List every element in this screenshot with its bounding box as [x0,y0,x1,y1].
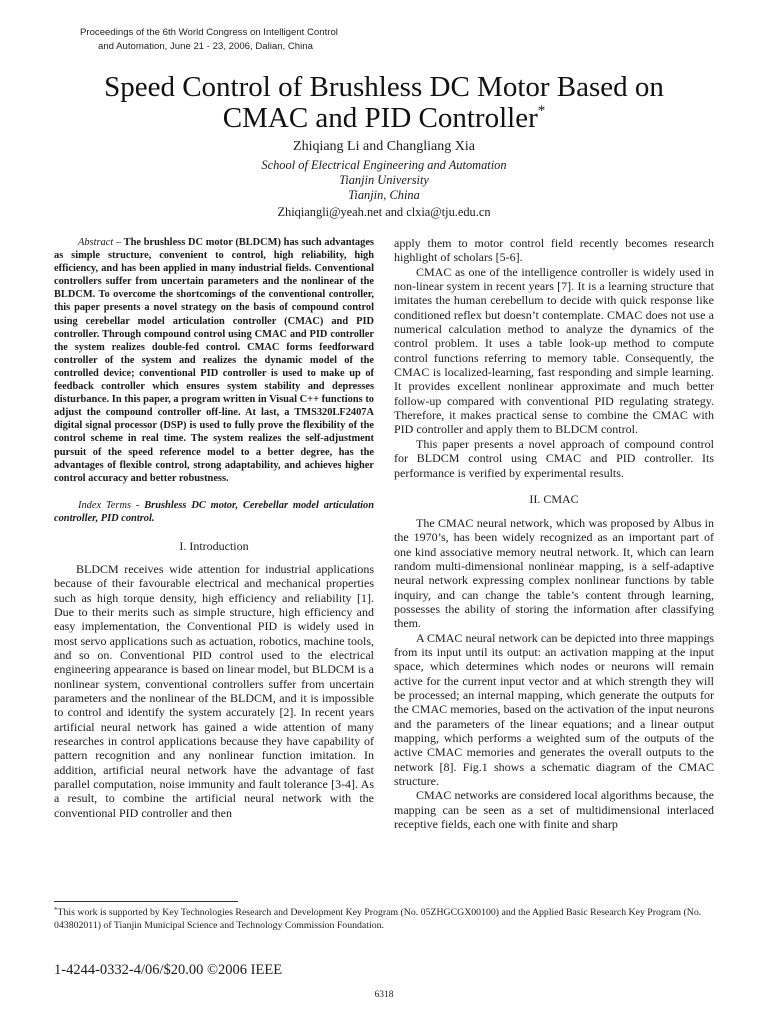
title-line-1: Speed Control of Brushless DC Motor Based on [104,71,664,103]
abstract-body: The brushless DC motor (BLDCM) has such advantages as simple structure, convenient to control, high reliability, high efficiency, and has been applied in many industrial fields. Conventional controllers suffer from uncertain parameters and the nonlinear of the BLDCM. To overcome the shortcomings of the conventional controller, this paper presents a novel strategy on the basis of compound control using cerebellar model articulation controller (CMAC) and PID controller. Through compound control using CMAC and PID controller the system realizes double-fed control. CMAC forms feedforward controller of the system and realizes the dynamic model of the controlled device; conventional PID controller is used to make up of feedback controller which ensures system stability and depresses disturbance. In this paper, a program written in Visual C++ functions to adjust the compound controller off-line. At last, a TMS320LF2407A digital signal processor (DSP) is used to fully prove the flexibility of the control scheme in real time. The system realizes the self-adjustment pursuit of the speed reference model to a better degree, has the advantages of flexible control, strong adaptability, and achieves higher control accuracy and better robustness. [54,237,374,484]
affiliation-university: Tianjin University [339,173,429,187]
paper-title [40,72,728,134]
copyright-line: 1-4244-0332-4/06/$20.00 ©2006 IEEE [54,962,283,978]
affiliation-location: Tianjin, China [348,188,420,202]
right-paragraph-2: CMAC as one of the intelligence controller is widely used in non-linear system in recent years [7]. It is a learning structure that imitates the human cerebellum to decide with quick response like conditioned reflex but doesn’t contemplate. CMAC does not use a numerical calculation method to analyze the dynamics of the control problem. It uses a table look-up method to compute control functions referring to memory table. Consequently, the CMAC is localized-learning, fast responding and simple learning. It provides excellent nonlinear approximate and much better follow-up compared with conventional PID regulating strategy. Therefore, it makes practical sense to combine the CMAC with PID controller and apply them to BLDCM control. [394,264,714,437]
affiliation-school: School of Electrical Engineering and Automation [261,158,507,172]
cmac-paragraph-1: The CMAC neural network, which was proposed by Albus in the 1970’s, has been widely recognized as an important part of one kind associative memory neutral network. It, which can learn random multi-dimensional nonlinear mapping, is a self-adaptive neural network expressing complex nonlinear functions by table inquiry, and can change the table’s content through learning, possesses the ability of storing the information after classifying them. [394,515,714,631]
left-column [54,236,374,820]
page-number: 6318 [374,990,394,1000]
proceedings-header [80,26,338,54]
footnote-text: This work is supported by Key Technologies Research and Development Key Program (No. 05ZHGCGX00100) and the Applied Basic Research Key Program (No. 043802011) of Tianjin Municipal Science and Technology Commission Foundation. [54,907,702,931]
abstract [54,236,374,485]
authors: Zhiqiang Li and Changliang Xia [293,139,475,154]
intro-paragraph-1: BLDCM receives wide attention for industrial applications because of their favourable electrical and mechanical properties such as high torque density, high efficiency and reliability [1]. Due to their merits such as simple structure, high efficiency and easy implementation, the Conventional PID is widely used in most servo applications such as actuation, robotics, machine tools, and so on. Conventional PID control used to the electrical engineering appearance is based on linear model, but BLDCM is a nonlinear system, conventional controllers suffer from uncertain parameters and the nonlinear of the BLDCM, and it is impossible to control and identify the system accurately [2]. In recent years artificial neural network has gained a wide attention of many researches in control applications because they have capability of pattern recognition and any nonlinear function imitation. In addition, artificial neural network have the advantage of fast parallel computation, noise immunity and fault tolerance [3-4]. As a result, to combine the artificial neural network with the conventional PID controller and then [54,561,374,820]
title-footnote-mark: * [537,103,546,119]
title-line-2: CMAC and PID Controller [222,102,538,134]
index-terms-lead: Index Terms - [78,499,140,511]
right-paragraph-3: This paper presents a novel approach of compound control for BLDCM control using CMAC and PID controller. Its performance is verified by experimental results. [394,436,714,480]
section-heading-cmac: II. CMAC [529,491,579,506]
footnote-mark: * [54,906,58,914]
abstract-lead: Abstract – [78,237,122,248]
index-terms-body: Brushless DC motor, Cerebellar model articulation controller, PID control. [54,499,374,524]
footnote [54,906,724,932]
proceedings-line-1: Proceedings of the 6th World Congress on Intelligent Control [80,27,338,38]
affiliation [40,158,728,203]
right-column [394,236,714,831]
index-terms [54,499,374,525]
cmac-paragraph-3: CMAC networks are considered local algorithms because, the mapping can be seen as a set of multidimensional interlaced receptive fields, each one with finite and sharp [394,788,714,832]
footnote-divider [54,901,238,902]
section-heading-introduction: I. Introduction [179,538,249,553]
cmac-paragraph-2: A CMAC neural network can be depicted into three mappings from its input until its output: an activation mapping at the input space, which determines which nodes or neurons will remain active for the current input vector and at which strength they will be processed; an internal mapping, which generate the outputs for the CMAC memories, based on the activation of the input neurons and the parameters of the linear equations; and a linear output mapping, which performs a weighted sum of the outputs of the active CMAC memories and generates the overall outputs to the network [8]. Fig.1 shows a schematic diagram of the CMAC structure. [394,630,714,789]
right-paragraph-1: apply them to motor control field recently becomes research highlight of scholars [5-6]. [394,236,714,265]
proceedings-line-2: and Automation, June 21 - 23, 2006, Dalian, China [98,41,313,52]
author-emails: Zhiqiangli@yeah.net and clxia@tju.edu.cn [277,205,491,219]
